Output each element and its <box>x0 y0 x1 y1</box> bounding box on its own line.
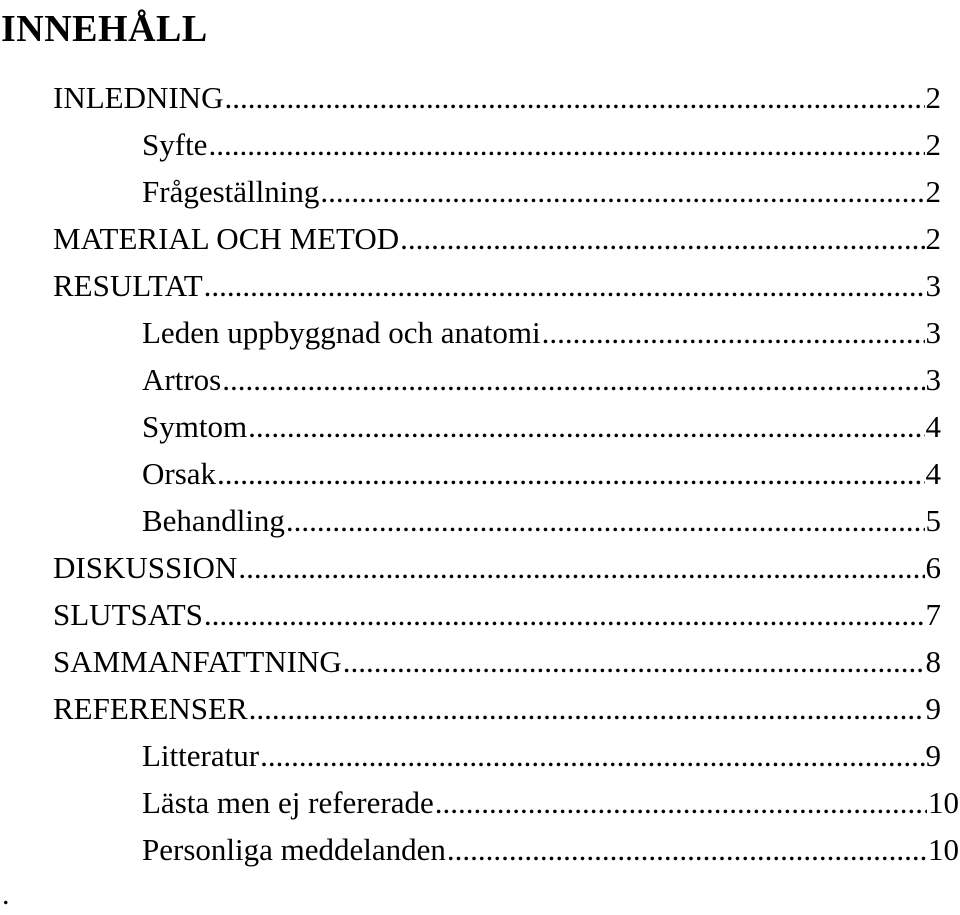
toc-entry-label: MATERIAL OCH METOD <box>53 221 400 256</box>
toc-entry-label: REFERENSER <box>53 691 248 726</box>
toc-entry-resultat[interactable] <box>53 263 941 309</box>
toc-entry-artros[interactable] <box>142 357 941 403</box>
toc-entry-page: 9 <box>925 691 941 726</box>
dot-leader <box>204 592 925 638</box>
dot-leader <box>238 545 924 591</box>
toc-entry-page: 10 <box>928 832 959 867</box>
dot-leader <box>400 216 924 262</box>
toc-entry-leden-uppbyggnad[interactable] <box>142 310 941 356</box>
toc-entry-diskussion[interactable] <box>53 545 941 591</box>
toc-entry-label: SLUTSATS <box>53 597 203 632</box>
dot-leader <box>320 169 924 215</box>
toc-entry-material-och-metod[interactable] <box>53 216 941 262</box>
toc-entry-page: 4 <box>925 456 941 491</box>
toc-entry-page: 2 <box>925 174 941 209</box>
dot-leader <box>542 310 925 356</box>
toc-entry-page: 2 <box>925 80 941 115</box>
toc-entry-inledning[interactable] <box>53 75 941 121</box>
toc-entry-label: INLEDNING <box>53 80 224 115</box>
toc-entry-label: Artros <box>142 362 222 397</box>
toc-entry-label: DISKUSSION <box>53 550 238 585</box>
dot-leader <box>249 686 925 732</box>
dot-leader <box>286 498 925 544</box>
toc-entry-page: 2 <box>925 127 941 162</box>
dot-leader <box>224 75 924 121</box>
toc-entry-label: Frågeställning <box>142 174 320 209</box>
toc-entry-page: 10 <box>928 785 959 820</box>
toc-entry-orsak[interactable] <box>142 451 941 497</box>
toc-entry-label: Lästa men ej refererade <box>142 785 434 820</box>
toc-entry-label: Personliga meddelanden <box>142 832 446 867</box>
toc-entry-label: Behandling <box>142 503 285 538</box>
toc-entry-sammanfattning[interactable] <box>53 639 941 685</box>
dot-leader <box>204 263 925 309</box>
dot-leader <box>248 404 924 450</box>
toc-entry-page: 6 <box>925 550 941 585</box>
toc-entry-page: 7 <box>925 597 941 632</box>
toc-entry-label: Litteratur <box>142 738 260 773</box>
toc-entry-page: 5 <box>925 503 941 538</box>
dot-leader <box>260 733 924 779</box>
dot-leader <box>217 451 924 497</box>
toc-entry-lasta-men-ej-refererade[interactable] <box>142 780 959 826</box>
toc-entry-symtom[interactable] <box>142 404 941 450</box>
toc-entry-syfte[interactable] <box>142 122 941 168</box>
toc-entry-page: 3 <box>925 362 941 397</box>
toc-entry-page: 3 <box>925 315 941 350</box>
dot-leader <box>435 780 927 826</box>
dot-leader <box>447 827 927 873</box>
toc-entry-label: Syfte <box>142 127 208 162</box>
toc-entry-label: Orsak <box>142 456 217 491</box>
toc-entry-personliga-meddelanden[interactable] <box>142 827 959 873</box>
toc-entry-behandling[interactable] <box>142 498 941 544</box>
toc-entry-page: 9 <box>925 738 941 773</box>
dot-leader <box>343 639 925 685</box>
toc-entry-referenser[interactable] <box>53 686 941 732</box>
toc-entry-page: 8 <box>925 644 941 679</box>
toc-entry-page: 4 <box>925 409 941 444</box>
dot-leader <box>208 122 924 168</box>
toc-entry-label: RESULTAT <box>53 268 203 303</box>
toc-entry-fragestallning[interactable] <box>142 169 941 215</box>
toc-entry-litteratur[interactable] <box>142 733 941 779</box>
toc-entry-label: Leden uppbyggnad och anatomi <box>142 315 541 350</box>
toc-entry-slutsats[interactable] <box>53 592 941 638</box>
dot-leader <box>222 357 924 403</box>
toc-entry-label: SAMMANFATTNING <box>53 644 342 679</box>
toc-entry-page: 3 <box>925 268 941 303</box>
toc-entry-label: Symtom <box>142 409 248 444</box>
toc-entry-page: 2 <box>925 221 941 256</box>
trailing-period: . <box>2 878 10 911</box>
toc-title: INNEHÅLL <box>1 8 208 50</box>
